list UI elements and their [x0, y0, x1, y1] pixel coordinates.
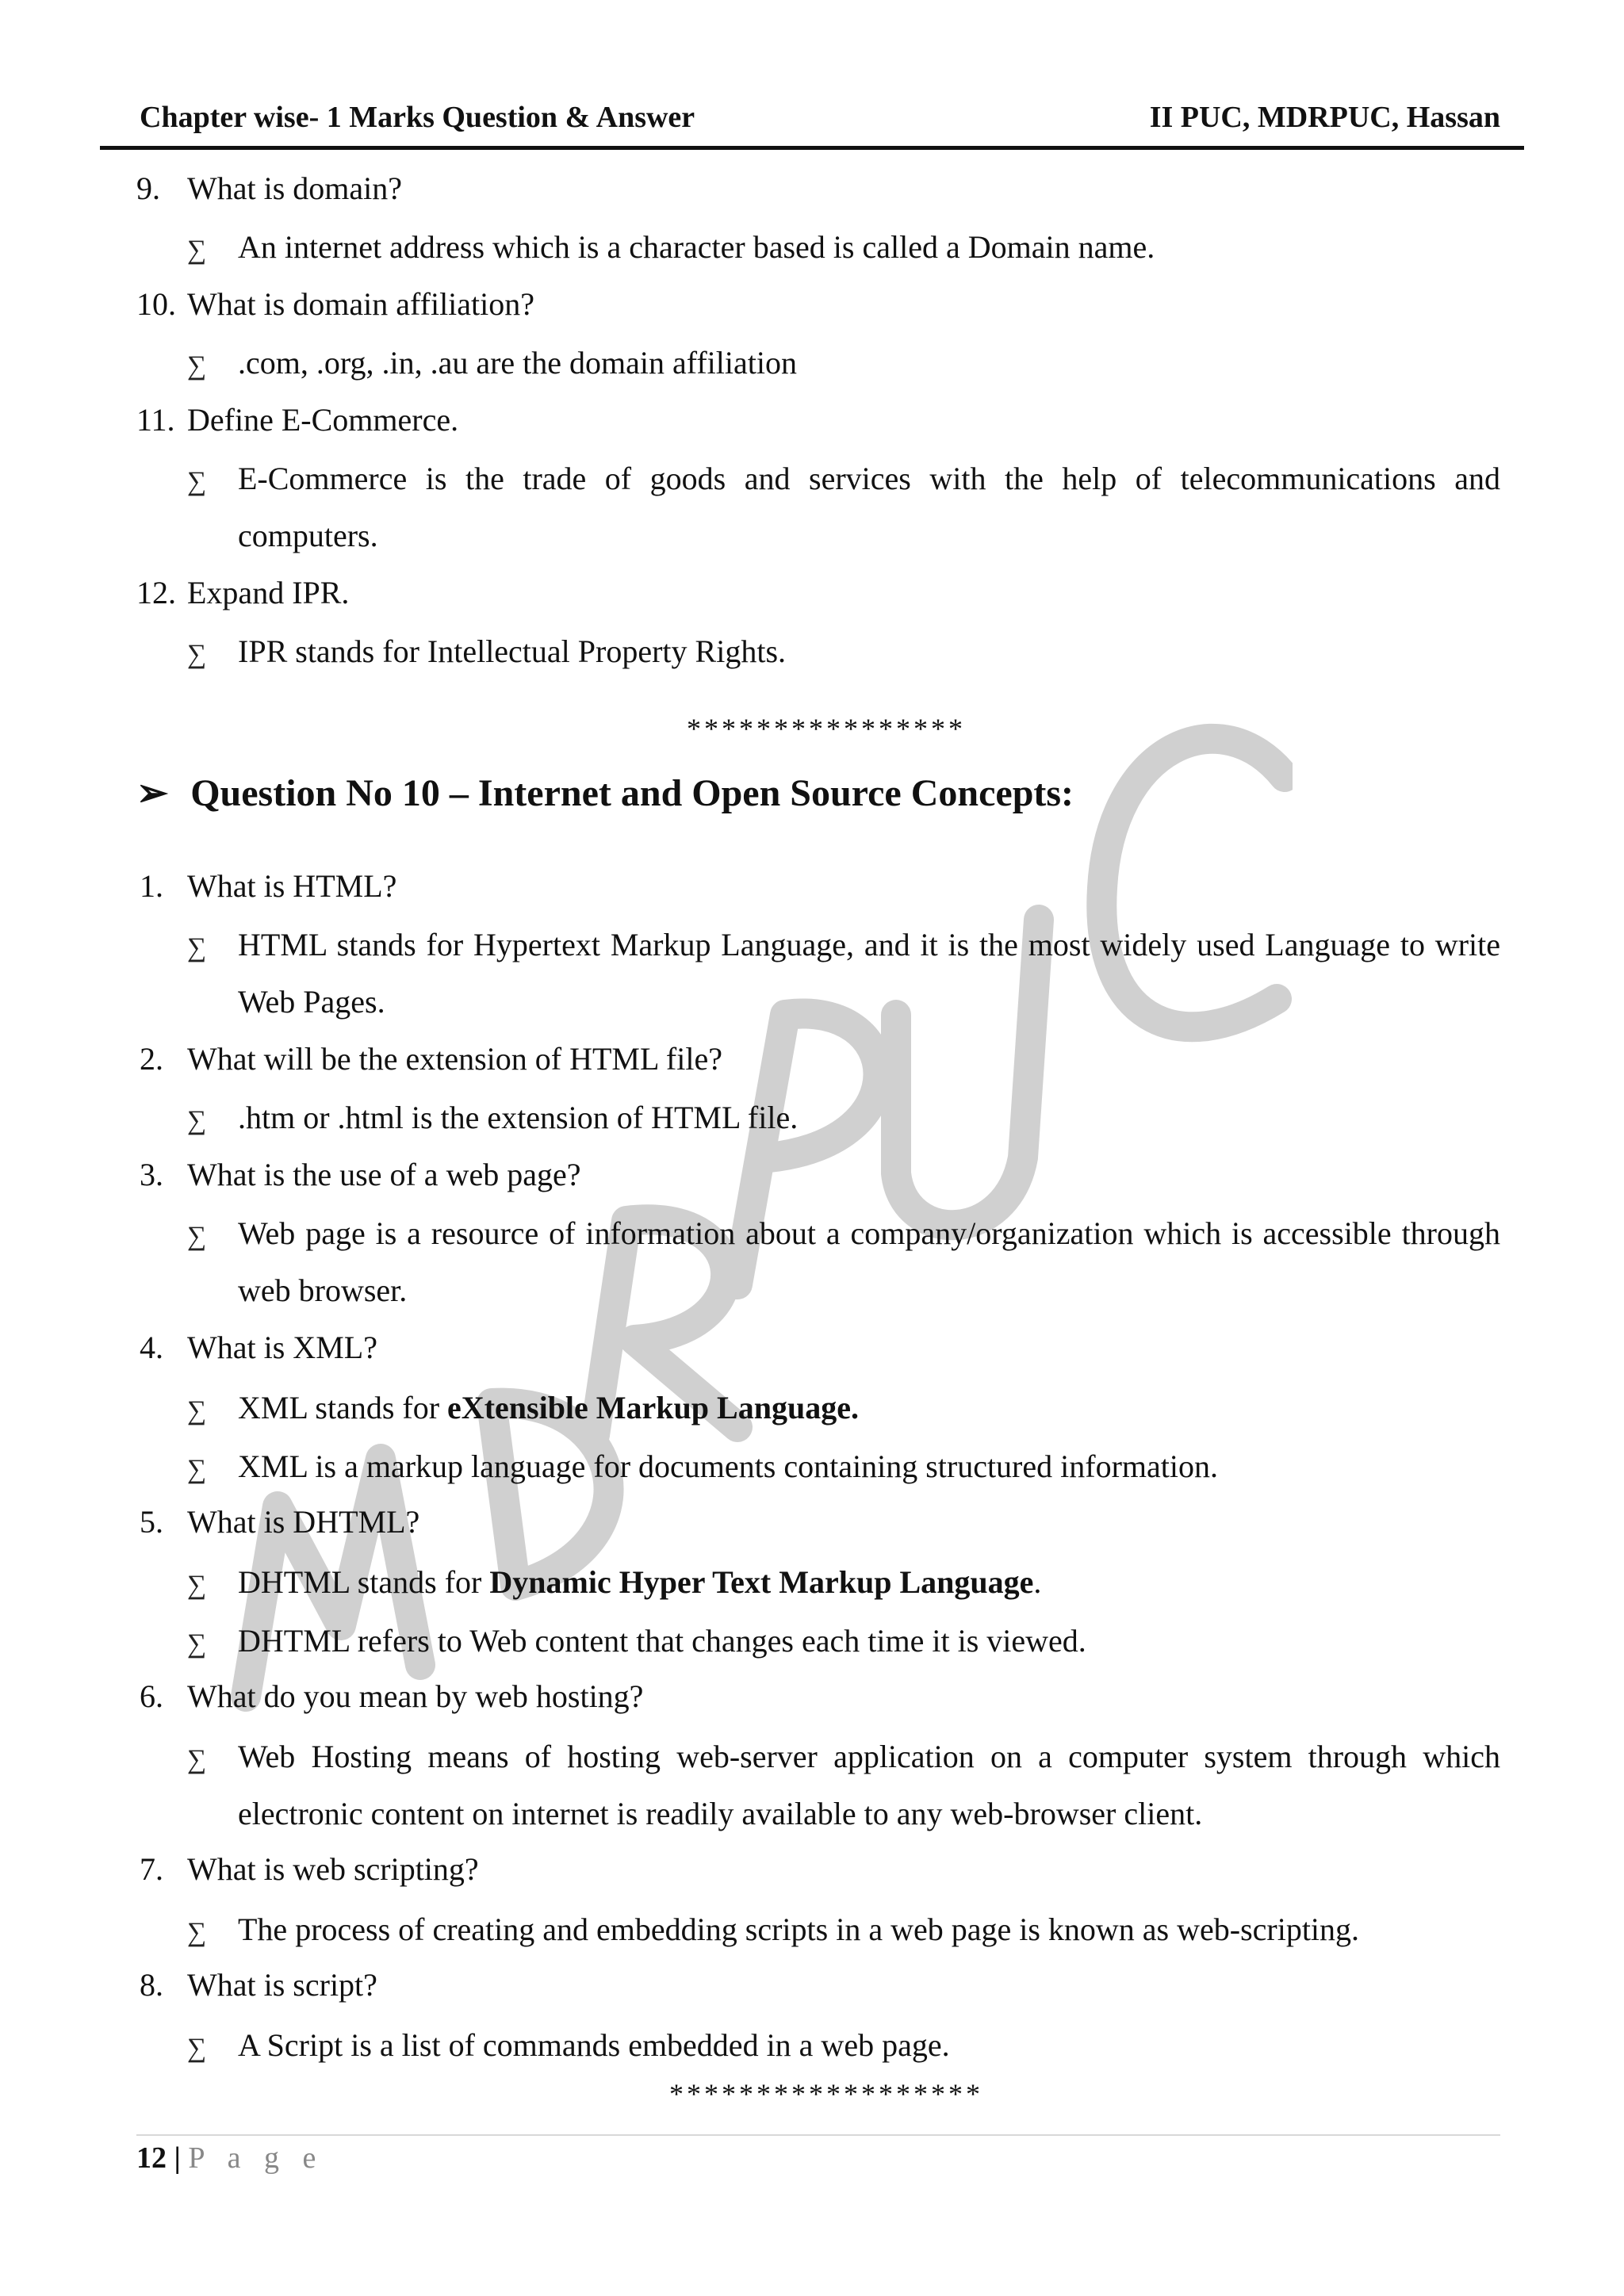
footer-divider [136, 2134, 1500, 2136]
question-number: 3. [140, 1157, 163, 1192]
sigma-bullet-icon: ∑ [187, 467, 207, 496]
footer-separator: | [174, 2141, 181, 2175]
answer-text: XML stands for [238, 1390, 448, 1425]
sigma-bullet-icon: ∑ [187, 1455, 207, 1484]
question-number: 8. [140, 1967, 163, 2003]
question-text: Expand IPR. [187, 575, 350, 610]
question-text: What is XML? [187, 1330, 377, 1365]
question-text: What do you mean by web hosting? [187, 1678, 644, 1714]
answer-text-end: . [1033, 1564, 1042, 1600]
question-number: 2. [140, 1041, 163, 1077]
question-text: What is DHTML? [187, 1504, 420, 1540]
question-text: What is the use of a web page? [187, 1157, 581, 1192]
arrow-bullet-icon: ➢ [136, 772, 169, 814]
question-9 [136, 170, 402, 208]
question-number: 12. [136, 575, 176, 610]
answer-text: XML is a markup language for documents containing structured information. [238, 1448, 1218, 1484]
question-number: 1. [140, 868, 163, 904]
answer-item [187, 1438, 1500, 1495]
question-number: 9. [136, 170, 160, 206]
answer-text: A Script is a list of commands embedded in a web page. [238, 2027, 950, 2063]
sigma-bullet-icon: ∑ [187, 1571, 207, 1600]
answer-text: .com, .org, .in, .au are the domain affiliation [238, 345, 797, 381]
question-number: 11. [136, 402, 175, 438]
sigma-bullet-icon: ∑ [187, 640, 207, 669]
answer-text: E-Commerce is the trade of goods and services with the help of telecommunications and computers. [238, 461, 1500, 553]
question-text: What is web scripting? [187, 1851, 479, 1887]
answer-item [187, 623, 1500, 680]
sigma-bullet-icon: ∑ [187, 1222, 207, 1251]
question-10 [136, 285, 534, 323]
page-number: 12 [136, 2141, 167, 2175]
answer-bold-term: Dynamic Hyper Text Markup Language [489, 1564, 1034, 1600]
question-number: 10. [136, 286, 176, 322]
answer-item [187, 1205, 1500, 1319]
question-4 [140, 1329, 377, 1367]
answer-text: The process of creating and embedding scripts in a web page is known as web-scripting. [238, 1911, 1360, 1947]
sigma-bullet-icon: ∑ [187, 351, 207, 381]
question-5 [140, 1503, 419, 1541]
answer-text: DHTML refers to Web content that changes each time it is viewed. [238, 1623, 1086, 1659]
answer-text: IPR stands for Intellectual Property Rights. [238, 633, 787, 669]
question-number: 6. [140, 1678, 163, 1714]
question-text: What will be the extension of HTML file? [187, 1041, 722, 1077]
answer-item [187, 335, 1500, 392]
answer-text: DHTML stands for [238, 1564, 490, 1600]
answer-item [187, 916, 1500, 1031]
separator-stars: **************** [687, 713, 966, 744]
question-text: What is HTML? [187, 868, 397, 904]
answer-item [187, 2017, 1500, 2074]
header-institution: II PUC, MDRPUC, Hassan [1149, 101, 1500, 134]
answer-text: HTML stands for Hypertext Markup Language, and it is the most widely used Language to write Web Pages. [238, 927, 1500, 1020]
header-chapter-title: Chapter wise- 1 Marks Question & Answer [140, 101, 695, 134]
sigma-bullet-icon: ∑ [187, 1629, 207, 1659]
answer-item [187, 1554, 1500, 1611]
page-footer [136, 2141, 324, 2175]
question-number: 4. [140, 1330, 163, 1365]
answer-item [187, 1380, 1500, 1437]
answer-item [187, 1728, 1500, 1843]
sigma-bullet-icon: ∑ [187, 1745, 207, 1774]
sigma-bullet-icon: ∑ [187, 1918, 207, 1947]
answer-item [187, 1901, 1500, 1958]
question-11 [136, 401, 458, 439]
question-2 [140, 1040, 722, 1078]
sigma-bullet-icon: ∑ [187, 235, 207, 265]
answer-text: An internet address which is a character based is called a Domain name. [238, 229, 1155, 265]
question-12 [136, 574, 349, 612]
question-text: Define E-Commerce. [187, 402, 459, 438]
answer-item [187, 450, 1500, 564]
question-text: What is domain affiliation? [187, 286, 535, 322]
question-1 [140, 867, 396, 905]
answer-text: Web Hosting means of hosting web-server application on a computer system through which electronic content on internet is readily available to any web-browser client. [238, 1739, 1500, 1831]
answer-bold-term: eXtensible Markup Language. [447, 1390, 859, 1425]
question-number: 5. [140, 1504, 163, 1540]
answer-item [187, 219, 1500, 276]
question-text: What is domain? [187, 170, 403, 206]
sigma-bullet-icon: ∑ [187, 2034, 207, 2063]
page-header [136, 100, 1500, 138]
question-number: 7. [140, 1851, 163, 1887]
answer-text: Web page is a resource of information about a company/organization which is accessible through web browser. [238, 1215, 1500, 1308]
question-7 [140, 1850, 479, 1888]
sigma-bullet-icon: ∑ [187, 933, 207, 962]
answer-item [187, 1613, 1500, 1670]
section-title: Question No 10 – Internet and Open Source Concepts: [190, 772, 1074, 814]
question-6 [140, 1678, 643, 1716]
question-8 [140, 1966, 377, 2004]
separator-stars: ****************** [669, 2078, 983, 2110]
page-label: P a g e [188, 2141, 324, 2175]
section-heading [136, 771, 1074, 815]
sigma-bullet-icon: ∑ [187, 1396, 207, 1425]
answer-item [187, 1089, 1500, 1146]
header-divider [100, 146, 1524, 150]
question-text: What is script? [187, 1967, 377, 2003]
question-3 [140, 1156, 580, 1194]
sigma-bullet-icon: ∑ [187, 1106, 207, 1135]
answer-text: .htm or .html is the extension of HTML file. [238, 1100, 799, 1135]
